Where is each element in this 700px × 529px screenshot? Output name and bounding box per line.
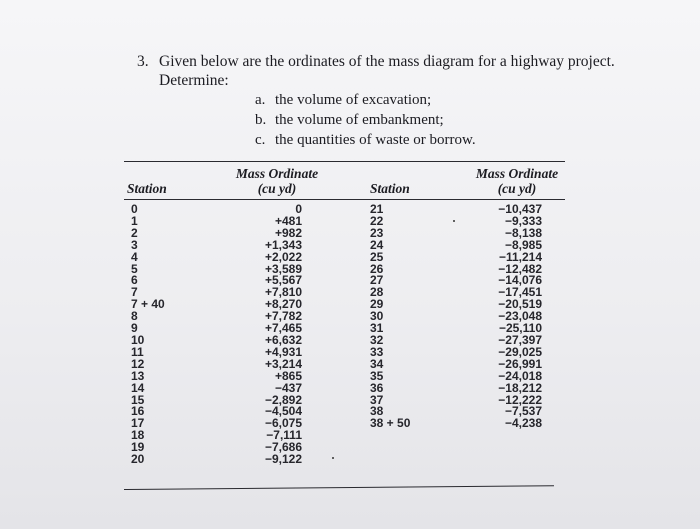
- mass-ordinate-cell: +7,782: [264, 309, 302, 324]
- mass-ordinate-cell: −12,482: [498, 261, 542, 276]
- mass-ordinate-cell: 0: [295, 202, 302, 216]
- station-cell: 15: [131, 392, 145, 407]
- station-cell: 21: [370, 202, 384, 216]
- mass-ordinate-cell: −7,537: [504, 404, 542, 419]
- station-cell: 5: [131, 261, 138, 276]
- mass-ordinate-cell: +3,214: [264, 356, 302, 371]
- mass-ordinate-cell: +6,632: [264, 332, 302, 347]
- station-cell: 16: [131, 404, 145, 419]
- header-mass-ordinate-2: Mass Ordinate (cu yd): [475, 166, 559, 196]
- mass-ordinate-column-1: [230, 204, 302, 466]
- station-cell: 7 + 40: [131, 297, 165, 312]
- station-column-2: [370, 204, 430, 430]
- mass-ordinate-cell: −18,212: [498, 380, 542, 395]
- station-cell: 10: [131, 332, 145, 347]
- station-cell: 8: [131, 309, 138, 324]
- station-cell: 7: [131, 285, 138, 300]
- mass-ordinate-cell: −7,686: [264, 440, 302, 455]
- station-cell: 25: [370, 249, 384, 264]
- station-column-1: [131, 204, 191, 466]
- mass-ordinate-cell: −17,451: [498, 285, 542, 300]
- mass-ordinate-cell: −7,111: [266, 428, 302, 443]
- stray-mark: [332, 457, 334, 459]
- station-cell: 9: [131, 321, 138, 336]
- mass-ordinate-cell: −11,214: [498, 249, 542, 264]
- part-c: c. the quantities of waste or borrow.: [255, 132, 476, 148]
- mass-ordinate-cell: +3,589: [264, 261, 302, 276]
- mass-ordinate-cell: +4,931: [264, 344, 302, 359]
- problem-line-1: 3. Given below are the ordinates of the mass diagram for a highway project.: [137, 53, 615, 70]
- mass-ordinate-cell: +2,022: [264, 249, 302, 264]
- mass-ordinate-cell: −6,075: [264, 416, 302, 431]
- station-cell: 30: [370, 309, 384, 324]
- mass-ordinate-cell: −12,222: [498, 392, 542, 407]
- mass-ordinate-cell: +7,465: [264, 321, 302, 336]
- mass-ordinate-cell: −4,504: [264, 404, 302, 419]
- mass-ordinate-cell: +982: [274, 225, 302, 240]
- station-cell: 34: [370, 356, 384, 371]
- mass-ordinate-cell: −8,138: [504, 225, 542, 240]
- table-header-rule: [124, 199, 565, 200]
- problem-parts-list: [255, 90, 476, 150]
- station-cell: 19: [131, 440, 145, 455]
- stray-mark: [453, 220, 455, 222]
- station-cell: 35: [370, 368, 384, 383]
- station-cell: 23: [370, 225, 384, 240]
- station-cell: 33: [370, 344, 384, 359]
- mass-ordinate-cell: −29,025: [498, 344, 542, 359]
- station-cell: 13: [131, 368, 145, 383]
- mass-ordinate-cell: −23,048: [498, 309, 542, 324]
- station-cell: 22: [370, 213, 384, 228]
- mass-ordinate-cell: −437: [274, 380, 302, 395]
- mass-ordinate-cell: −27,397: [498, 332, 542, 347]
- mass-ordinate-cell: −8,985: [504, 237, 542, 252]
- mass-ordinate-cell: +481: [274, 213, 302, 228]
- station-cell: 18: [131, 428, 145, 443]
- station-cell: 3: [131, 237, 138, 252]
- station-cell: 26: [370, 261, 384, 276]
- mass-ordinate-cell: +5,567: [264, 273, 302, 288]
- mass-ordinate-cell: −20,519: [498, 297, 542, 312]
- station-cell: 31: [370, 321, 384, 336]
- station-cell: 12: [131, 356, 145, 371]
- station-cell: 2: [131, 225, 138, 240]
- part-b: b. the volume of embankment;: [255, 112, 444, 128]
- problem-line-2: Determine:: [159, 72, 229, 89]
- mass-ordinate-cell: +7,810: [264, 285, 302, 300]
- mass-ordinate-cell: −14,076: [498, 273, 542, 288]
- problem-number: 3.: [137, 53, 149, 70]
- station-cell: 14: [131, 380, 145, 395]
- station-cell: 24: [370, 237, 384, 252]
- header-station-2: Station: [370, 181, 410, 196]
- station-cell: 11: [131, 344, 144, 359]
- mass-ordinate-cell: −9,122: [264, 452, 302, 467]
- station-cell: 4: [131, 249, 138, 264]
- station-cell: 36: [370, 380, 384, 395]
- mass-ordinate-cell: −26,991: [498, 356, 542, 371]
- mass-ordinate-cell: +8,270: [264, 297, 302, 312]
- mass-ordinate-cell: +865: [274, 368, 302, 383]
- station-cell: 27: [370, 273, 384, 288]
- mass-ordinate-cell: −10,437: [498, 202, 542, 216]
- mass-ordinate-cell: −9,333: [504, 213, 542, 228]
- station-cell: 32: [370, 332, 384, 347]
- station-cell: 29: [370, 297, 384, 312]
- mass-ordinate-cell: −2,892: [264, 392, 302, 407]
- station-cell: 1: [131, 213, 138, 228]
- mass-ordinate-cell: −25,110: [498, 321, 542, 336]
- table-bottom-rule: [124, 485, 554, 490]
- header-mass-ordinate-1: Mass Ordinate (cu yd): [235, 166, 319, 196]
- station-cell: 28: [370, 285, 384, 300]
- mass-ordinate-column-2: [478, 204, 542, 430]
- station-cell: 6: [131, 273, 138, 288]
- mass-ordinate-cell: +1,343: [264, 237, 302, 252]
- station-cell: 37: [370, 392, 384, 407]
- header-station-1: Station: [127, 181, 167, 196]
- station-cell: 20: [131, 452, 145, 467]
- mass-ordinate-cell: −4,238: [504, 416, 542, 431]
- station-cell: 17: [131, 416, 145, 431]
- table-top-rule: [124, 161, 565, 162]
- mass-ordinate-cell: −24,018: [498, 368, 542, 383]
- problem-statement: [137, 52, 615, 90]
- station-cell: 38 + 50: [370, 416, 411, 431]
- station-cell: 0: [131, 202, 138, 216]
- station-cell: 38: [370, 404, 384, 419]
- part-a: a. the volume of excavation;: [255, 92, 432, 108]
